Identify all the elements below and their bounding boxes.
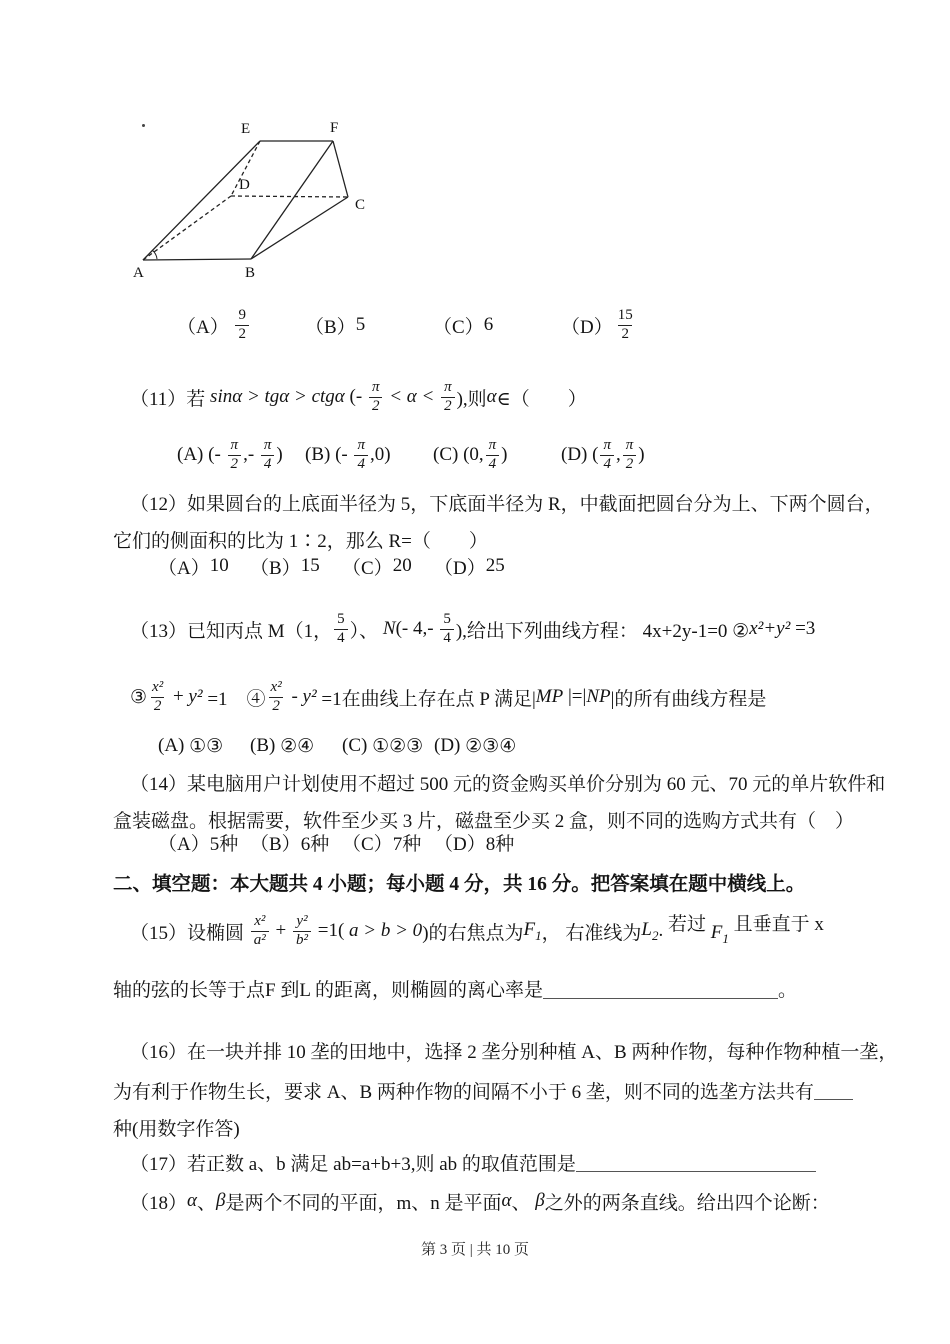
text-run: 盒装磁盘。根据需要，软件至少买 3 片，磁盘至少买 2 盒，则不同的选购方式共有（ ） xyxy=(113,811,855,832)
prism-edge-EA xyxy=(143,141,260,260)
text-run: ,- xyxy=(243,444,259,465)
q13-options xyxy=(113,726,853,766)
vertex-label-C: C xyxy=(355,197,366,213)
option-label: （B） xyxy=(250,557,301,579)
sub-base: F xyxy=(710,921,723,943)
q13-line1 xyxy=(113,600,853,658)
text-run: 。 xyxy=(777,979,797,1001)
q18-line xyxy=(113,1181,853,1221)
option xyxy=(177,437,305,473)
denominator: 2 xyxy=(228,455,242,473)
denominator: 4 xyxy=(261,455,275,473)
denominator: 2 xyxy=(235,325,249,343)
figure-wrap xyxy=(128,116,390,288)
option-label: （A） xyxy=(158,557,210,579)
q16-line1 xyxy=(113,1032,898,1069)
text-run: （17）若正数 a、b 满足 ab=a+b+3,则 ab 的取值范围是 xyxy=(130,1154,576,1175)
subscripted-symbol xyxy=(711,922,729,947)
text-run: 20 xyxy=(392,555,412,576)
numerator: π xyxy=(371,379,380,396)
text-run: ) xyxy=(501,444,508,465)
text-run: sinα > tgα > ctgα xyxy=(210,386,345,407)
sub-base: F xyxy=(523,918,536,940)
option xyxy=(342,553,434,580)
text-run: (- xyxy=(335,444,353,465)
text-run: ),给出下列曲线方程： 4x+2y-1=0 ② xyxy=(455,620,750,642)
text-run: ) xyxy=(276,444,283,465)
fraction xyxy=(149,679,166,715)
text-run: (- xyxy=(344,386,367,407)
denominator: 4 xyxy=(440,629,454,647)
text-run: =1( xyxy=(312,920,350,941)
prism-edge-CF xyxy=(333,141,348,197)
sub-script: 1 xyxy=(722,930,729,946)
fraction xyxy=(441,379,455,415)
q10-options xyxy=(113,296,853,354)
denominator: 4 xyxy=(334,629,348,647)
text-run: =1在曲线上存在点 P 满足| xyxy=(316,688,536,710)
text-run: y² xyxy=(188,686,203,707)
text-run: 8种 xyxy=(485,833,515,855)
text-run: ）、 xyxy=(349,620,383,642)
prism-edge-AD xyxy=(143,196,231,260)
numerator: 9 xyxy=(238,307,246,324)
text-run: 且垂直于 x xyxy=(728,913,824,935)
vertex-label-E: E xyxy=(241,121,251,137)
text-run: 、 xyxy=(511,1192,536,1214)
numerator: 5 xyxy=(337,611,345,628)
text-run: （13）已知丙点 M（1， xyxy=(130,620,333,642)
text-run: (- 4,- xyxy=(395,618,439,639)
vertex-label-B: B xyxy=(245,265,256,281)
option-label: (D) xyxy=(561,444,593,465)
option xyxy=(158,553,250,580)
option xyxy=(434,553,526,580)
vertex-label-F: F xyxy=(330,120,339,136)
text-run: 5 xyxy=(355,314,366,335)
numerator: π xyxy=(625,437,634,454)
text-run: （15）设椭圆 xyxy=(130,922,249,944)
option-label: （C） xyxy=(433,316,484,338)
numerator: 5 xyxy=(443,611,451,628)
q16-line2 xyxy=(113,1072,853,1109)
fraction xyxy=(251,913,269,949)
numerator: π xyxy=(357,437,365,454)
text-run: (0, xyxy=(463,444,484,465)
option-label: （A） xyxy=(158,833,210,855)
text-run: ， 右准线为 xyxy=(541,922,642,944)
denominator: 2 xyxy=(623,455,637,473)
numerator: π xyxy=(230,437,239,454)
option xyxy=(305,437,433,473)
option-label: （B） xyxy=(250,833,301,855)
text-run: 10 xyxy=(209,555,229,576)
option-label: （B） xyxy=(305,316,356,338)
option xyxy=(305,312,433,339)
fraction xyxy=(228,437,242,473)
text-run: ①③ xyxy=(189,735,224,757)
text-run: , xyxy=(615,444,621,465)
text-run: β xyxy=(216,1190,226,1211)
numerator: x² xyxy=(270,679,282,696)
text-run: x²+y² xyxy=(749,618,791,639)
text-run: ( xyxy=(592,444,599,465)
fraction xyxy=(293,913,311,949)
text-run: 若过 xyxy=(667,913,711,935)
q15-line2 xyxy=(113,968,853,1008)
option xyxy=(250,553,342,580)
text-run: MP xyxy=(535,686,564,707)
text-run: （12）如果圆台的上底面半径为 5，下底面半径为 R，中截面把圆台分为上、下两个圆台， xyxy=(130,494,884,515)
text-run: 25 xyxy=(485,555,505,576)
text-run: β xyxy=(535,1190,545,1211)
option-label: (C) xyxy=(433,444,464,465)
option xyxy=(561,437,689,473)
text-run: α xyxy=(187,1190,197,1211)
option-label: （D） xyxy=(434,557,486,579)
answer-blank xyxy=(543,996,778,999)
option xyxy=(434,829,526,856)
q16-line3 xyxy=(113,1109,853,1146)
text-run: 轴的弦的长等于点F 到L 的距离，则椭圆的离心率是 xyxy=(113,979,543,1001)
prism-edge-DC xyxy=(231,196,348,197)
q13-line2 xyxy=(113,668,853,726)
option-label: （C） xyxy=(342,557,393,579)
text-run: ②③④ xyxy=(465,735,517,757)
denominator: 2 xyxy=(369,397,383,415)
denominator: 2 xyxy=(441,397,455,415)
q11-options xyxy=(113,426,853,484)
text-run: 种(用数字作答) xyxy=(113,1119,240,1140)
text-run: 5种 xyxy=(209,833,239,855)
exam-content xyxy=(113,296,898,1221)
text-run: ①②③ xyxy=(372,735,424,757)
fraction xyxy=(268,679,285,715)
sub-script: 1 xyxy=(535,927,542,943)
text-run: 6种 xyxy=(300,833,330,855)
text-run: )的右焦点为 xyxy=(422,922,524,944)
option xyxy=(561,307,689,343)
numerator: x² xyxy=(152,679,164,696)
text-run: =3 xyxy=(790,618,816,639)
fraction xyxy=(235,307,249,343)
denominator: 2 xyxy=(618,325,632,343)
numerator: π xyxy=(263,437,272,454)
prism-edge-AB xyxy=(143,259,251,260)
answer-blank xyxy=(576,1169,816,1172)
text-run: 7种 xyxy=(392,833,422,855)
fraction xyxy=(354,437,368,473)
page-footer: 第 3 页 | 共 10 页 xyxy=(420,1242,529,1258)
numerator: π xyxy=(488,437,497,454)
numerator: y² xyxy=(296,913,308,930)
fraction xyxy=(440,611,454,647)
denominator: 4 xyxy=(486,455,500,473)
text-run: ②④ xyxy=(280,735,315,757)
text-run: 、 xyxy=(197,1192,217,1214)
prism-figure xyxy=(128,116,390,288)
text-run: ,0) xyxy=(370,444,391,465)
q11-stem xyxy=(113,368,853,426)
q12-line1 xyxy=(113,484,884,521)
text-run: ) xyxy=(638,444,645,465)
text-run: NP xyxy=(586,686,611,707)
text-run: 为有利于作物生长，要求 A、B 两种作物的间隔不小于 6 垄，则不同的选垄方法共有 xyxy=(113,1082,814,1103)
prism-edge-BF xyxy=(251,141,333,259)
prism-edge-BC xyxy=(251,197,348,259)
denominator: 4 xyxy=(600,455,614,473)
option xyxy=(250,735,342,758)
q17-line xyxy=(113,1144,853,1181)
option-label: (D) xyxy=(434,735,466,756)
text-run: |的所有曲线方程是 xyxy=(610,688,767,710)
fraction xyxy=(334,611,348,647)
text-run: N xyxy=(382,618,396,639)
text-run: ),则 xyxy=(456,388,487,410)
denominator: 2 xyxy=(151,697,165,715)
text-run: =1 ④ xyxy=(202,688,266,710)
fraction xyxy=(486,437,500,473)
option-label: (B) xyxy=(305,444,336,465)
subscripted-symbol xyxy=(641,919,658,944)
fraction xyxy=(369,379,383,415)
text-run: (- xyxy=(208,444,226,465)
text-run: + xyxy=(270,920,291,941)
denominator: b² xyxy=(293,931,311,949)
text-run: （14）某电脑用户计划使用不超过 500 元的资金购买单价分别为 60 元、70 元的单片软件和 xyxy=(130,774,886,795)
option-label: (B) xyxy=(250,735,281,756)
text-run: < α < xyxy=(384,386,440,407)
subscripted-symbol xyxy=(524,919,542,944)
fraction xyxy=(261,437,275,473)
section2-header xyxy=(113,862,853,902)
option xyxy=(158,735,250,758)
text-run: （16）在一块并排 10 垄的田地中，选择 2 垄分别种植 A、B 两种作物，每种作物种植一垄， xyxy=(130,1042,898,1063)
numerator: π xyxy=(444,379,452,396)
option-label: （C） xyxy=(342,833,393,855)
text-run: α xyxy=(501,1190,512,1211)
vertex-label-D: D xyxy=(239,177,250,193)
option xyxy=(433,312,561,339)
text-run: . xyxy=(658,920,668,941)
option xyxy=(433,437,561,473)
fraction xyxy=(623,437,637,473)
numerator: x² xyxy=(254,913,266,930)
denominator: 4 xyxy=(354,455,368,473)
text-run: ∈（ ） xyxy=(496,388,587,410)
denominator: 2 xyxy=(269,697,283,715)
text-run: 6 xyxy=(483,314,494,335)
text-run: |=| xyxy=(563,686,587,707)
text-run: α xyxy=(486,386,497,407)
option xyxy=(158,829,250,856)
text-run: 它们的侧面积的比为 1∶2，那么 R=（ ） xyxy=(113,531,488,552)
vertex-label-A: A xyxy=(133,265,144,281)
text-run: 二、填空题：本大题共 4 小题；每小题 4 分，共 16 分。把答案填在题中横线上。 xyxy=(113,874,806,895)
text-run: （11）若 xyxy=(130,388,211,410)
option xyxy=(342,735,434,758)
text-run: 是两个不同的平面，m、n 是平面 xyxy=(225,1192,502,1214)
q14-line1 xyxy=(113,764,886,801)
sub-base: L xyxy=(641,918,652,940)
text-run: 15 xyxy=(300,555,320,576)
text-run: a > b > 0 xyxy=(349,920,423,941)
fraction xyxy=(600,437,614,473)
option-label: (A) xyxy=(177,444,209,465)
q12-options xyxy=(113,546,853,586)
numerator: 15 xyxy=(617,307,633,324)
text-run: - xyxy=(286,686,303,707)
option-label: （A） xyxy=(177,316,234,338)
option xyxy=(342,829,434,856)
text-run: + xyxy=(168,686,189,707)
q15-line1 xyxy=(113,902,853,960)
option-label: （D） xyxy=(561,316,613,338)
option xyxy=(434,735,526,758)
option-label: (A) xyxy=(158,735,190,756)
option xyxy=(250,829,342,856)
text-run: ③ xyxy=(130,686,148,708)
option-label: （D） xyxy=(434,833,486,855)
text-run: y² xyxy=(302,686,317,707)
answer-blank xyxy=(814,1097,853,1100)
denominator: a² xyxy=(251,931,269,949)
text-run: （18） xyxy=(130,1192,188,1214)
option xyxy=(177,307,305,343)
text-run: 之外的两条直线。给出四个论断： xyxy=(544,1192,830,1214)
option-label: (C) xyxy=(342,735,373,756)
fraction xyxy=(615,307,636,343)
numerator: π xyxy=(603,437,611,454)
sub-script: 2 xyxy=(651,927,659,943)
